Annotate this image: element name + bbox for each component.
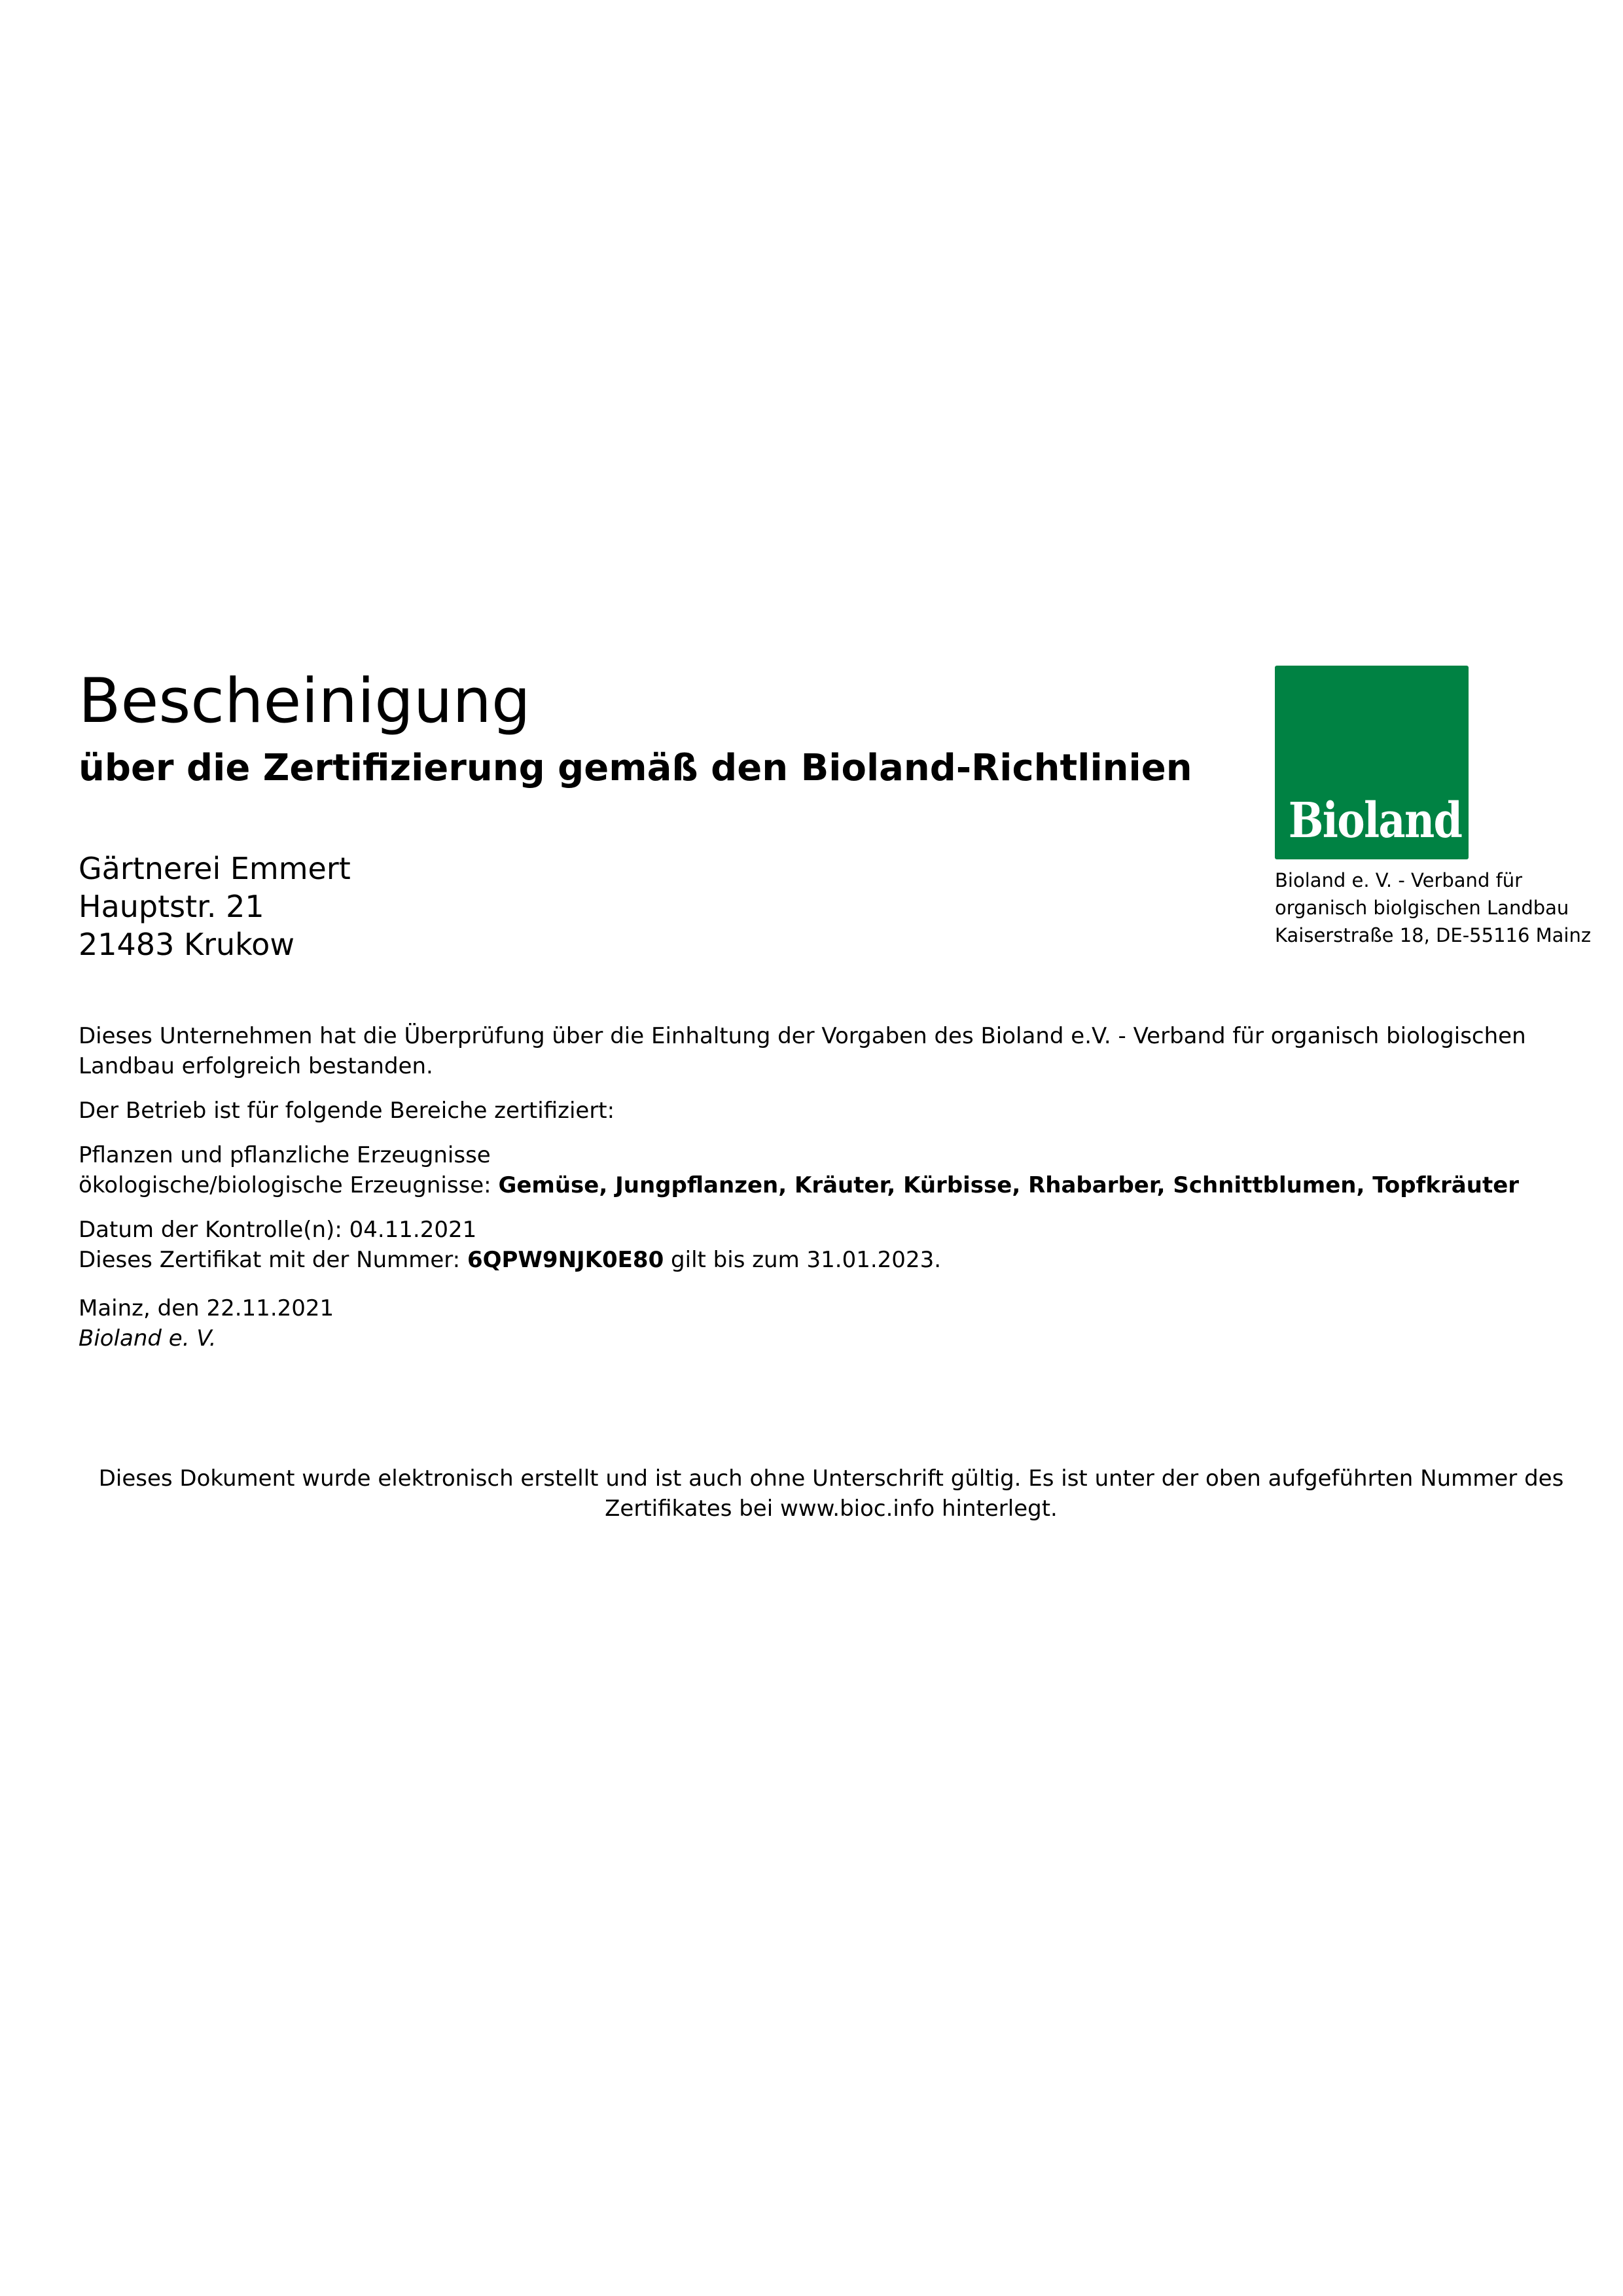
inspection-line (79, 1215, 1597, 1245)
certificate-prefix: Dieses Zertifikat mit der Nummer: (79, 1247, 461, 1273)
certificate-body (79, 1021, 1597, 1354)
scope-label: Der Betrieb ist für folgende Bereiche zertifiziert: (79, 1098, 615, 1124)
issuer: Bioland e. V. (79, 1325, 217, 1352)
signature-block (79, 1293, 1597, 1354)
certificate-validity: gilt bis zum 31.01.2023. (671, 1247, 942, 1273)
footer-note (79, 1463, 1584, 1524)
certificate-line (79, 1245, 1597, 1275)
certificate-details (79, 1215, 1597, 1275)
inspection-label: Datum der Kontrolle(n): (79, 1217, 342, 1243)
inspection-date: 04.11.2021 (349, 1217, 477, 1243)
bioland-logo-text: Bioland (1288, 793, 1462, 849)
document-title: Bescheinigung (79, 666, 531, 737)
products-section (79, 1140, 1597, 1200)
footer-line-1: Dieses Dokument wurde elektronisch erstellt und ist auch ohne Unterschrift gültig. Es ist unter der oben aufgeführten Nummer des (98, 1465, 1564, 1492)
company-address (79, 850, 351, 963)
organization-address: Kaiserstraße 18, DE-55116 Mainz (1275, 924, 1592, 946)
intro-paragraph: Dieses Unternehmen hat die Überprüfung über die Einhaltung der Vorgaben des Bioland e.V. - Verband für organisch biologischen Landbau erfolgreich bestanden. (79, 1023, 1526, 1079)
document-subtitle: über die Zertifizierung gemäß den Bioland-Richtlinien (79, 747, 1192, 789)
products-label: ökologische/biologische Erzeugnisse: (79, 1172, 491, 1198)
bioland-logo (1275, 666, 1469, 859)
products-list: Gemüse, Jungpflanzen, Kräuter, Kürbisse, Rhabarber, Schnittblumen, Topfkräuter (498, 1172, 1520, 1198)
certificate-number: 6QPW9NJK0E80 (467, 1247, 664, 1273)
company-street: Hauptstr. 21 (79, 889, 264, 924)
company-city: 21483 Krukow (79, 927, 294, 962)
organization-name: Bioland e. V. - Verband für (1275, 869, 1523, 891)
place-date: Mainz, den 22.11.2021 (79, 1295, 334, 1321)
organization-name-cont: organisch biolgischen Landbau (1275, 897, 1569, 919)
product-category: Pflanzen und pflanzliche Erzeugnisse (79, 1142, 491, 1168)
footer-line-2: Zertifikates bei www.bioc.info hinterlegt. (605, 1496, 1058, 1522)
organization-info (1275, 867, 1591, 949)
products-line (79, 1170, 1597, 1200)
company-name: Gärtnerei Emmert (79, 851, 351, 886)
